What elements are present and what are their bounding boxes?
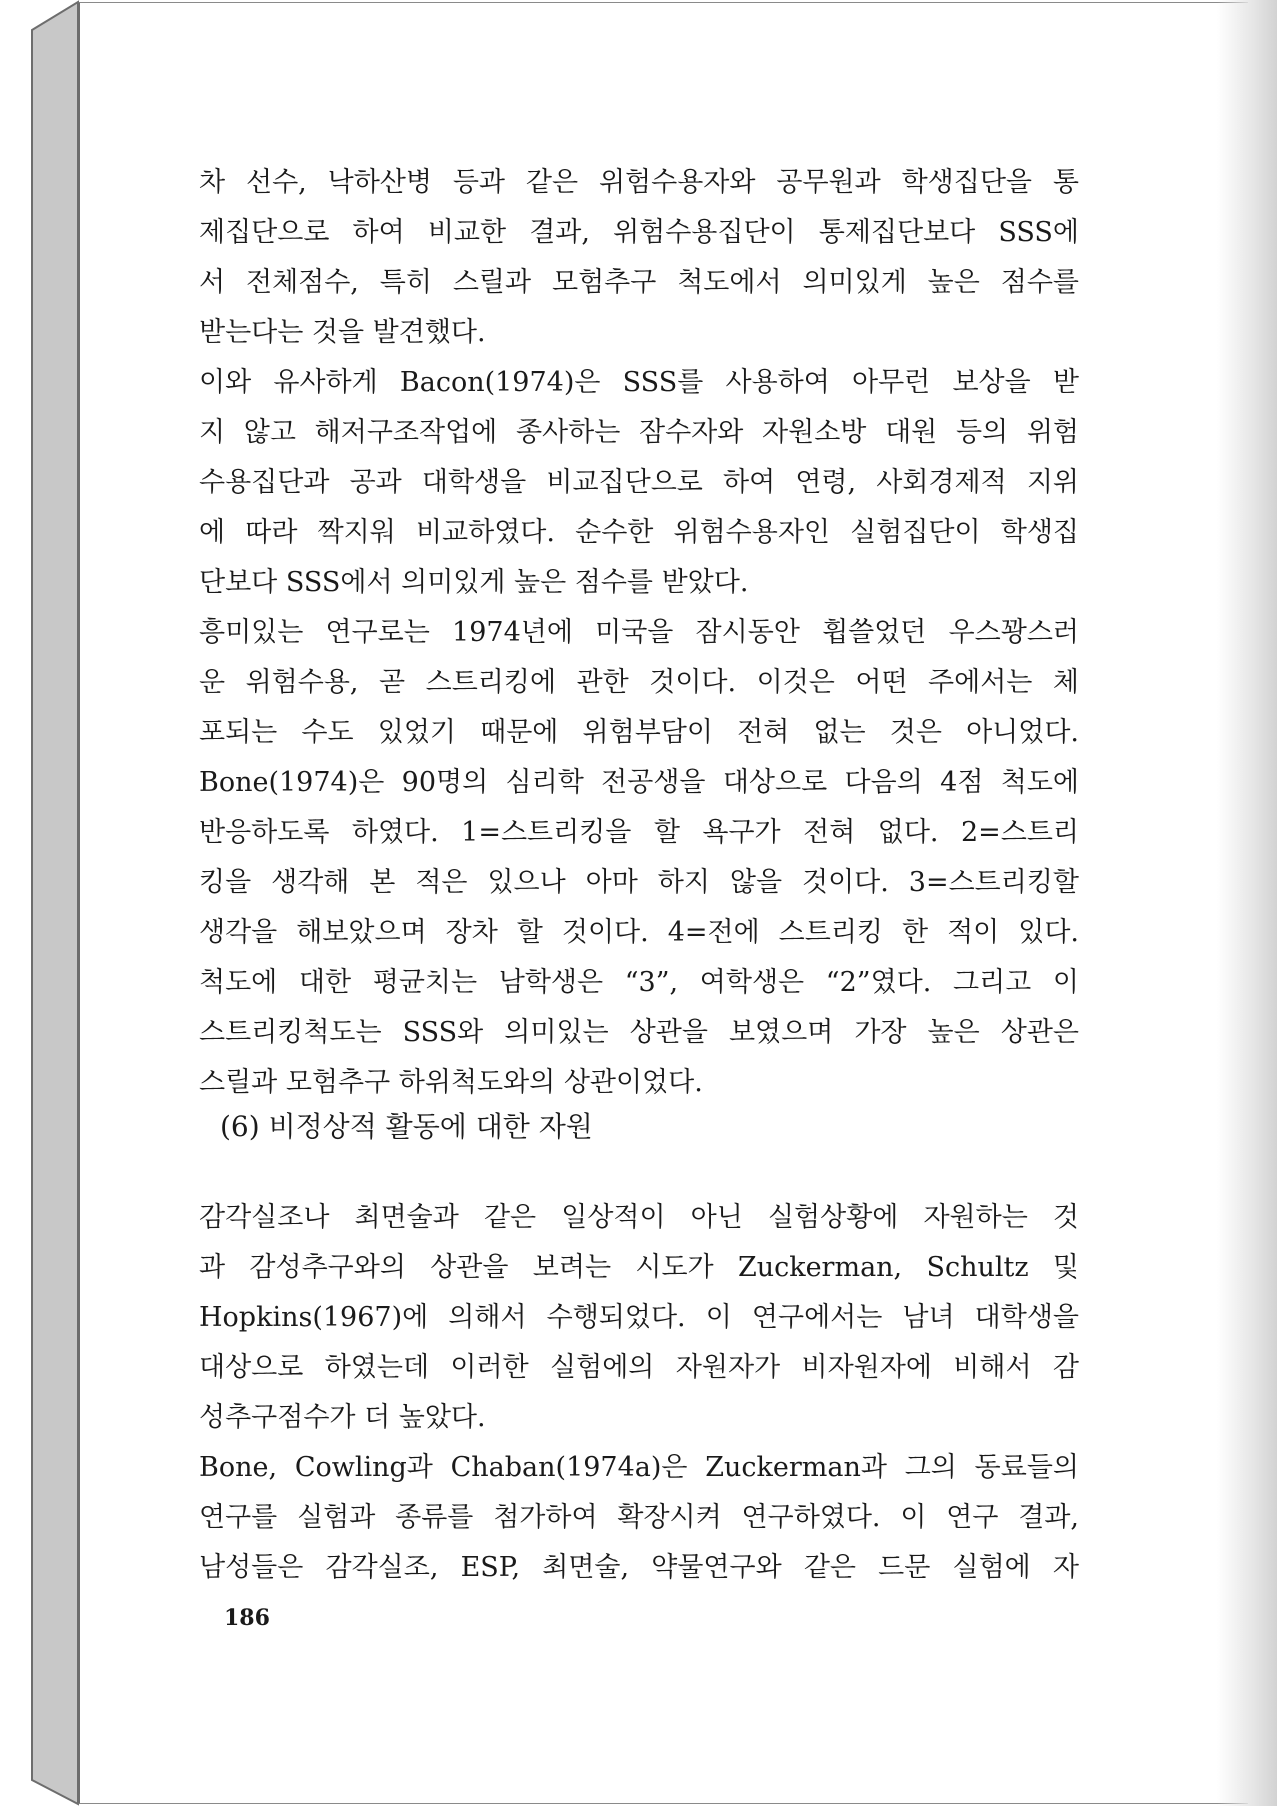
text-block-top [199, 158, 1079, 1108]
text-line: 성추구점수가 더 높았다. [199, 1402, 486, 1433]
text-line: Bone, Cowling과 Chaban(1974a)은 Zuckerman과 그의 동료들의 [199, 1452, 1079, 1483]
text-line: 단보다 SSS에서 의미있게 높은 점수를 받았다. [199, 567, 749, 598]
book-spine-edge [0, 0, 90, 1806]
text-line: 스트리킹척도는 SSS와 의미있는 상관을 보였으며 가장 높은 상관은 [199, 1017, 1079, 1048]
text-line: 남성들은 감각실조, ESP, 최면술, 약물연구와 같은 드문 실험에 자 [199, 1552, 1079, 1583]
text-line: 서 전체점수, 특히 스릴과 모험추구 척도에서 의미있게 높은 점수를 [199, 267, 1079, 298]
text-line: 에 따라 짝지워 비교하였다. 순수한 위험수용자인 실험집단이 학생집 [199, 517, 1079, 548]
text-line: 지 않고 해저구조작업에 종사하는 잠수자와 자원소방 대원 등의 위험 [199, 417, 1079, 448]
text-line: 제집단으로 하여 비교한 결과, 위험수용집단이 통제집단보다 SSS에 [199, 217, 1079, 248]
text-line: 반응하도록 하였다. 1=스트리킹을 할 욕구가 전혀 없다. 2=스트리 [199, 817, 1079, 848]
page-right-shadow [1217, 0, 1277, 1806]
text-line: 수용집단과 공과 대학생을 비교집단으로 하여 연령, 사회경제적 지위 [199, 467, 1079, 498]
page-number: 186 [224, 1605, 270, 1631]
text-line: Hopkins(1967)에 의해서 수행되었다. 이 연구에서는 남녀 대학생을 [199, 1302, 1079, 1333]
text-line: 흥미있는 연구로는 1974년에 미국을 잠시동안 휩쓸었던 우스꽝스러 [199, 617, 1079, 648]
text-line: 이와 유사하게 Bacon(1974)은 SSS를 사용하여 아무런 보상을 받 [199, 367, 1079, 398]
text-line: 포되는 수도 있었기 때문에 위험부담이 전혀 없는 것은 아니었다. [199, 717, 1079, 748]
text-line: 과 감성추구와의 상관을 보려는 시도가 Zuckerman, Schultz 및 [199, 1252, 1079, 1283]
text-line: 스릴과 모험추구 하위척도와의 상관이었다. [199, 1067, 703, 1098]
text-line: 킹을 생각해 본 적은 있으나 아마 하지 않을 것이다. 3=스트리킹할 [199, 867, 1079, 898]
text-line: 대상으로 하였는데 이러한 실험에의 자원자가 비자원자에 비해서 감 [199, 1352, 1079, 1383]
text-line: 척도에 대한 평균치는 남학생은 “3”, 여학생은 “2”였다. 그리고 이 [199, 967, 1079, 998]
text-line: 연구를 실험과 종류를 첨가하여 확장시켜 연구하였다. 이 연구 결과, [199, 1502, 1079, 1533]
text-line: 생각을 해보았으며 장차 할 것이다. 4=전에 스트리킹 한 적이 있다. [199, 917, 1079, 948]
text-line: 받는다는 것을 발견했다. [199, 317, 486, 348]
text-line: 차 선수, 낙하산병 등과 같은 위험수용자와 공무원과 학생집단을 통 [199, 167, 1079, 198]
text-line: Bone(1974)은 90명의 심리학 전공생을 대상으로 다음의 4점 척도에 [199, 767, 1079, 798]
text-line: 운 위험수용, 곧 스트리킹에 관한 것이다. 이것은 어떤 주에서는 체 [199, 667, 1079, 698]
text-line: 감각실조나 최면술과 같은 일상적이 아닌 실험상황에 자원하는 것 [199, 1202, 1079, 1233]
section-heading: (6) 비정상적 활동에 대한 자원 [220, 1110, 593, 1143]
text-block-bottom [199, 1193, 1079, 1593]
